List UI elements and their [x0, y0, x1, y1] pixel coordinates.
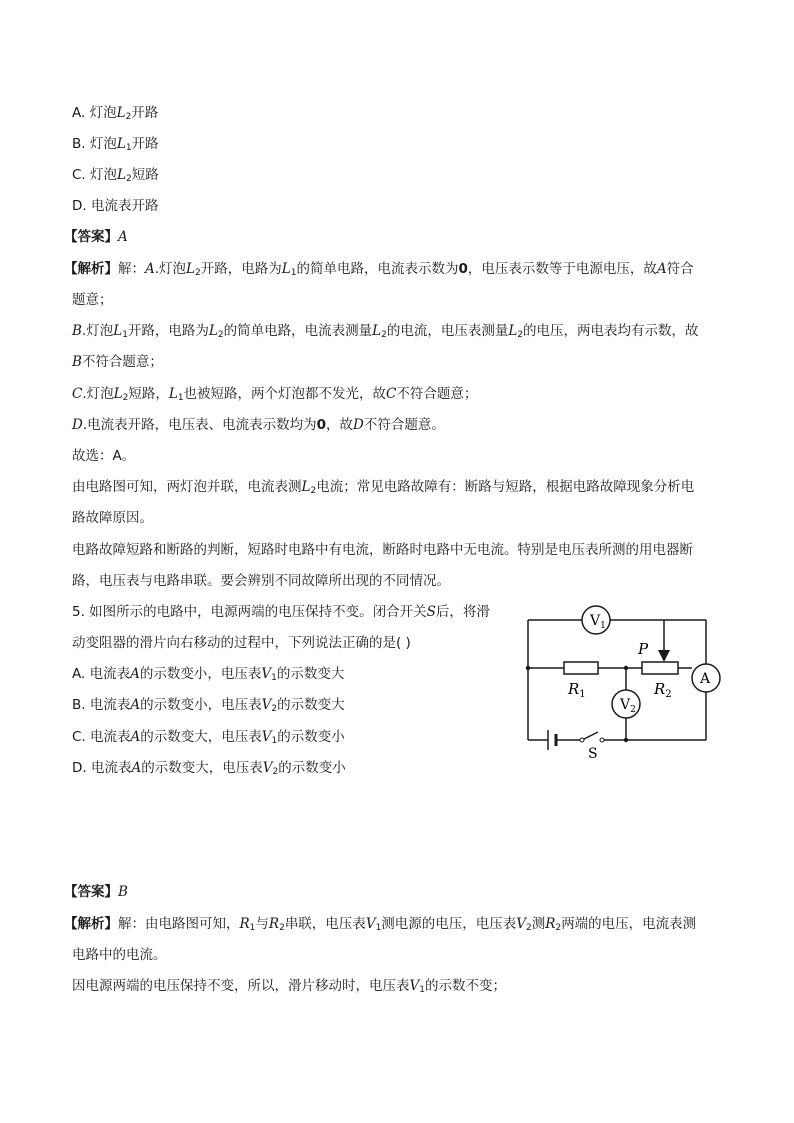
circuit-diagram: [522, 600, 726, 762]
q4-analysis-line-6: D.电流表开路，电压表、电流表示数均为0，故D不符合题意。: [72, 417, 445, 433]
q5-option-c: C. 电流表A的示数变大，电压表$V_1$的示数变小: [72, 729, 345, 746]
q4-analysis-line-9: 路故障原因。: [72, 510, 153, 526]
q5-option-d: D. 电流表A的示数变大，电压表$V_2$的示数变小: [72, 760, 346, 777]
junction-left: [526, 666, 530, 670]
q4-analysis-line-4: B不符合题意；: [72, 354, 163, 370]
q4-analysis-line-1: 【解析】解：A.灯泡$L_2$开路，电路为$L_1$的简单电路，电流表示数为0，电压表示数等于电源电压，故A符合: [64, 261, 694, 278]
q5-option-a: A. 电流表A的示数变小，电压表$V_1$的示数变大: [72, 666, 345, 683]
switch-blade: [582, 732, 598, 740]
q5-stem-line-2: 动变阻器的滑片向右移动的过程中，下列说法正确的是( ): [72, 635, 411, 651]
q4-analysis-line-10: 电路故障短路和断路的判断，短路时电路中有电流，断路时电路中无电流。特别是电压表所测的用电器断: [72, 542, 693, 558]
slider-arrowhead: [658, 650, 670, 662]
junction-bottom: [624, 738, 628, 742]
q4-analysis-line-7: 故选：A。: [72, 448, 136, 464]
slider-p-label: P: [638, 640, 649, 658]
q4-analysis-line-2: 题意；: [72, 292, 113, 308]
switch-label: S: [588, 746, 598, 762]
r2-label: $R_2$: [654, 680, 672, 700]
resistor-r2: [642, 662, 678, 674]
v1-label: $V_1$: [590, 613, 606, 631]
ammeter-label: A: [700, 671, 711, 687]
q5-analysis-line-2: 电路中的电流。: [72, 947, 167, 963]
r1-label: $R_1$: [568, 680, 586, 700]
switch-contact-right: [600, 738, 604, 742]
q4-option-a: A. 灯泡$L_2$开路: [72, 105, 159, 122]
v2-label: $V_2$: [620, 697, 636, 715]
q4-analysis-line-5: C.灯泡$L_2$短路，$L_1$也被短路，两个灯泡都不发光，故C不符合题意；: [72, 386, 478, 403]
q5-analysis-line-3: 因电源两端的电压保持不变，所以，滑片移动时，电压表$V_1$的示数不变；: [72, 978, 506, 995]
switch-contact-left: [580, 738, 584, 742]
q4-analysis-line-11: 路，电压表与电路串联。要会辨别不同故障所出现的不同情况。: [72, 573, 450, 589]
q4-option-b: B. 灯泡$L_1$开路: [72, 136, 159, 153]
q4-option-d: D. 电流表开路: [72, 198, 159, 214]
q5-stem-line-1: 5. 如图所示的电路中，电源两端的电压保持不变。闭合开关S后，将滑: [72, 604, 490, 620]
q5-analysis-line-1: 【解析】解：由电路图可知，$R_1$与$R_2$串联，电压表$V_1$测电源的电压，电压表$V_2$测$R_2$两端的电压，电流表测: [64, 916, 697, 933]
resistor-r1: [564, 662, 598, 674]
q4-option-c: C. 灯泡$L_2$短路: [72, 167, 159, 184]
junction-mid: [624, 666, 628, 670]
q4-analysis-line-8: 由电路图可知，两灯泡并联，电流表测$L_2$电流；常见电路故障有：断路与短路，根据电路故障现象分析电: [72, 479, 695, 496]
q4-analysis-line-3: B.灯泡$L_1$开路，电路为$L_2$的简单电路，电流表测量$L_2$的电流，电压表测量$L_2$的电压，两电表均有示数，故: [72, 323, 699, 340]
q5-option-b: B. 电流表A的示数变小，电压表$V_2$的示数变大: [72, 697, 345, 714]
q5-answer: 【答案】B: [64, 884, 128, 900]
q4-answer: 【答案】A: [64, 229, 128, 245]
